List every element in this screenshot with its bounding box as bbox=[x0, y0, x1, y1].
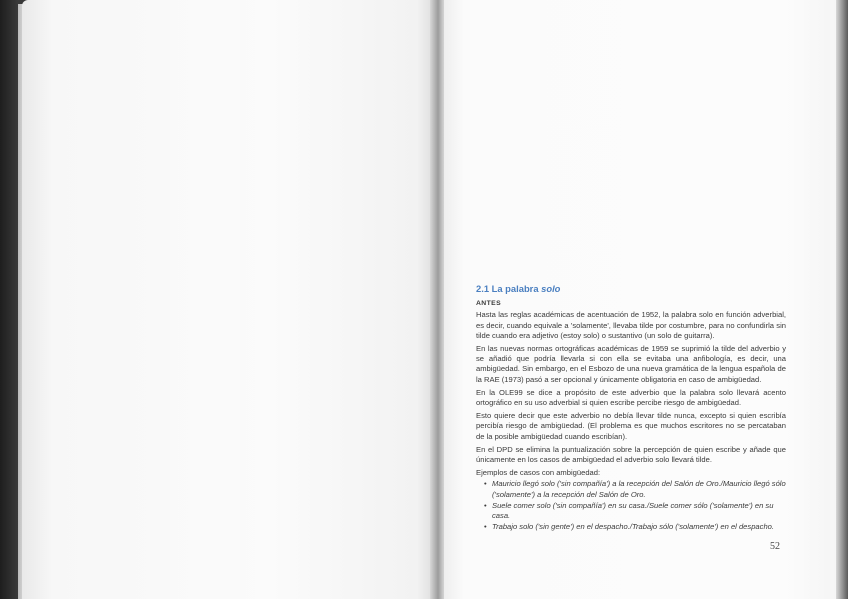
section-title-word: solo bbox=[541, 283, 561, 294]
examples-list bbox=[476, 479, 786, 532]
left-page bbox=[22, 0, 438, 599]
example-item-3: • Trabajo solo ('sin gente') en el despacho./Trabajo sólo ('solamente') en el despacho. bbox=[484, 522, 786, 532]
example-item-2: • Suele comer solo ('sin compañía') en su casa./Suele comer sólo ('solamente') en su casa. bbox=[484, 501, 786, 521]
paragraph-3: En la OLE99 se dice a propósito de este adverbio que la palabra solo llevará acento ortográfico en su uso adverbial si quien escribe percibe riesgo de ambigüedad. bbox=[476, 387, 786, 408]
paragraph-2: En las nuevas normas ortográficas académicas de 1959 se suprimió la tilde del adverbio y se añadió que podría llevarla si con ella se evitaba una anfibología, es decir, una ambigüedad. Sin embargo, en el Esbozo de una nueva gramática de la lengua española de la RAE (1973) pasó a ser opcional y únicamente obligatoria en caso de ambigüedad. bbox=[476, 344, 786, 384]
page-number: 52 bbox=[770, 541, 780, 552]
paragraph-1: Hasta las reglas académicas de acentuación de 1952, la palabra solo en función adverbial, es decir, cuando equivale a 'solamente', llevaba tilde por costumbre, para no confundirla sin tilde cuando era adjetivo (estoy solo) o sustantivo (un solo de guitarra). bbox=[476, 310, 786, 340]
paragraph-5: En el DPD se elimina la puntualización sobre la percepción de quien escribe y añade que únicamente en los casos de ambigüedad el adverbio solo llevará tilde. bbox=[476, 444, 786, 465]
paragraph-4: Esto quiere decir que este adverbio no debía llevar tilde nunca, excepto si quien escribía percibía riesgo de ambigüedad. (El problema es que muchos escritores no se percataban de la posible ambigüedad cuando escribían). bbox=[476, 411, 786, 441]
section-title bbox=[476, 284, 786, 294]
section-title-text: 2.1 La palabra bbox=[476, 283, 539, 294]
examples-label: Ejemplos de casos con ambigüedad: bbox=[476, 468, 601, 478]
right-page-content bbox=[476, 284, 786, 533]
right-page-stack-edge bbox=[836, 0, 848, 599]
example-item-1: • Mauricio llegó solo ('sin compañía') a la recepción del Salón de Oro./Mauricio llegó sólo ('solamente') a la recepción del Salón de Oro. bbox=[484, 479, 786, 499]
subheading-antes: ANTES bbox=[476, 300, 502, 308]
